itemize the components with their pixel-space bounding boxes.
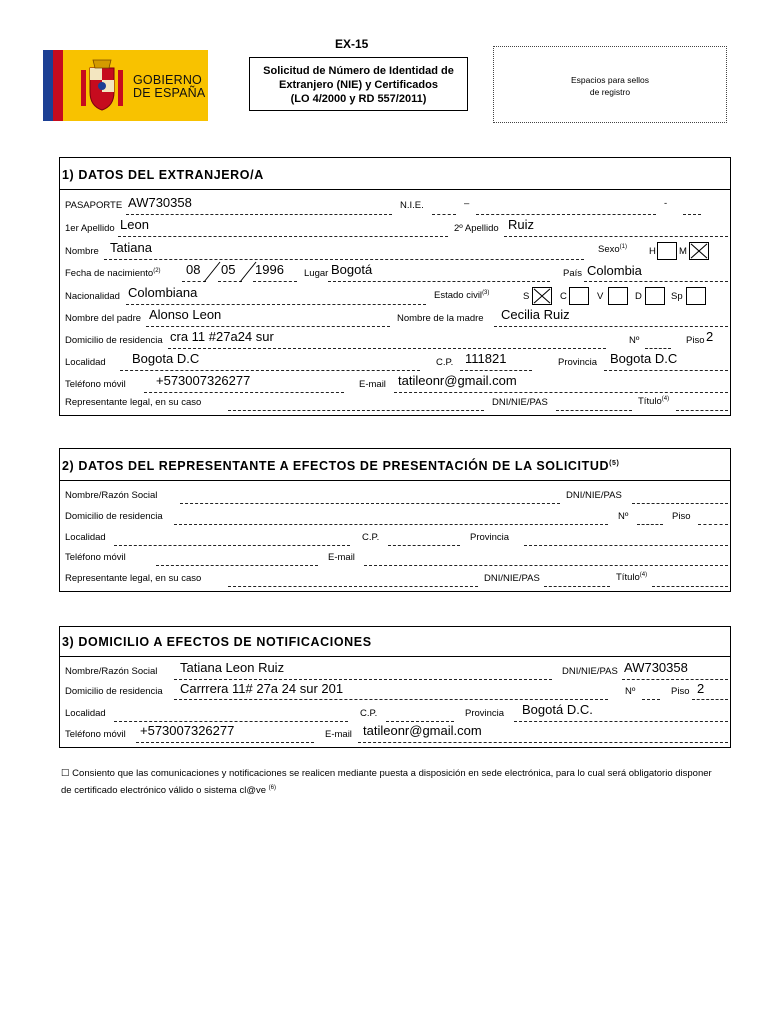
s2-provincia-line[interactable] <box>524 545 728 546</box>
s2-email-label: E-mail <box>328 552 355 563</box>
fecha-anio-value[interactable]: 1996 <box>255 262 284 277</box>
ec-s-checkbox[interactable] <box>532 287 552 305</box>
piso-value[interactable]: 2 <box>706 329 714 344</box>
section-1-title: 1) DATOS DEL EXTRANJERO/A <box>62 168 264 182</box>
localidad-value[interactable]: Bogota D.C <box>132 351 200 366</box>
s3-provincia-line <box>514 721 728 722</box>
s3-piso-line <box>692 699 728 700</box>
domicilio-value[interactable]: cra 11 #27a24 sur <box>170 329 274 344</box>
s2-localidad-label: Localidad <box>65 532 106 543</box>
localidad-label: Localidad <box>65 357 106 368</box>
s3-piso-value[interactable]: 2 <box>697 681 705 696</box>
section-3-title: 3) DOMICILIO A EFECTOS DE NOTIFICACIONES <box>62 635 372 649</box>
s2-piso-label: Piso <box>672 511 691 522</box>
consent-line-1: ☐ Consiento que las comunicaciones y notificaciones se realicen mediante puesta a disposición en sede electrónica, para lo cual será obligatorio disponer <box>61 768 712 779</box>
ec-d-label: D <box>635 291 642 302</box>
s3-email-label: E-mail <box>325 729 352 740</box>
section-1-divider <box>60 189 730 190</box>
pasaporte-line <box>126 214 392 215</box>
sexo-h-label: H <box>649 246 656 257</box>
s3-domicilio-line <box>174 699 608 700</box>
estado-civil-label: Estado civil$^{(3)}$ <box>434 290 490 302</box>
nie-part2-line[interactable] <box>476 214 656 215</box>
ec-sp-checkbox[interactable] <box>686 287 706 305</box>
domicilio-line <box>168 348 606 349</box>
section-2-divider <box>60 480 730 481</box>
pais-line <box>584 281 728 282</box>
apellido2-line <box>504 236 728 237</box>
form-title-line-1: Solicitud de Número de Identidad de <box>263 65 454 77</box>
form-title-box <box>249 57 468 111</box>
s3-dni-label: DNI/NIE/PAS <box>562 666 618 677</box>
ec-v-label: V <box>597 291 604 302</box>
nacionalidad-label: Nacionalidad <box>65 291 120 302</box>
fecha-mes-value[interactable]: 05 <box>221 262 236 277</box>
form-title-line-2: Extranjero (NIE) y Certificados <box>279 79 438 91</box>
nombre-line <box>104 259 584 260</box>
apellido1-value[interactable]: Leon <box>120 217 149 232</box>
pais-value[interactable]: Colombia <box>587 263 642 278</box>
numero-label: Nº <box>629 335 640 346</box>
s2-cp-label: C.P. <box>362 532 380 543</box>
padre-line <box>146 326 390 327</box>
s3-cp-line[interactable] <box>386 721 454 722</box>
telefono-line <box>144 392 344 393</box>
nombre-value[interactable]: Tatiana <box>110 240 152 255</box>
s2-rep-dni-label: DNI/NIE/PAS <box>484 573 540 584</box>
s2-titulo-line[interactable] <box>652 586 728 587</box>
s2-domicilio-label: Domicilio de residencia <box>65 511 163 522</box>
s2-telefono-line[interactable] <box>156 565 318 566</box>
fecha-label: Fecha de nacimiento$^{(2)}$ <box>65 268 161 280</box>
representante-line[interactable] <box>228 410 484 411</box>
representante-label: Representante legal, en su caso <box>65 397 202 408</box>
nie-part3-line[interactable] <box>683 214 701 215</box>
email-value[interactable]: tatileonr@gmail.com <box>398 373 517 388</box>
s3-nombre-value[interactable]: Tatiana Leon Ruiz <box>180 660 285 675</box>
s3-provincia-value[interactable]: Bogotá D.C. <box>522 702 593 717</box>
s3-piso-label: Piso <box>671 686 690 697</box>
s3-domicilio-value[interactable]: Carrrera 11# 27a 24 sur 201 <box>180 681 344 696</box>
form-code: EX-15 <box>335 37 369 51</box>
s2-numero-label: Nº <box>618 511 629 522</box>
s2-cp-line[interactable] <box>388 545 460 546</box>
lugar-value[interactable]: Bogotá <box>331 262 373 277</box>
provincia-line <box>604 370 728 371</box>
s3-provincia-label: Provincia <box>465 708 505 719</box>
sexo-label: Sexo$^{(1)}$ <box>598 244 627 256</box>
section-2-datos-representante <box>59 448 731 592</box>
nie-part1-line[interactable] <box>432 214 456 215</box>
s2-dni-label: DNI/NIE/PAS <box>566 490 622 501</box>
sexo-m-label: M <box>679 246 687 257</box>
rep-dni-line[interactable] <box>556 410 632 411</box>
apellido1-label: 1er Apellido <box>65 223 115 234</box>
s3-telefono-label: Teléfono móvil <box>65 729 126 740</box>
s3-nombre-label: Nombre/Razón Social <box>65 666 158 677</box>
s3-dni-line <box>622 679 728 680</box>
consent-line-2: de certificado electrónico válido o sistema cl@ve $^{(6)}$ <box>61 785 276 797</box>
localidad-line <box>120 370 420 371</box>
s2-nombre-label: Nombre/Razón Social <box>65 490 158 501</box>
logo-text-line-1: GOBIERNO <box>133 73 202 87</box>
section-2-title: 2) DATOS DEL REPRESENTANTE A EFECTOS DE PRESENTACIÓN DE LA SOLICITUD$^{(5)}$ <box>62 459 620 473</box>
apellido2-label: 2º Apellido <box>454 223 499 234</box>
nie-separator-1: – <box>464 198 470 209</box>
sexo-m-checkbox[interactable] <box>689 242 709 260</box>
s2-titulo-label: Título$^{(4)}$ <box>616 572 648 584</box>
s3-email-value[interactable]: tatileonr@gmail.com <box>363 723 482 738</box>
madre-label: Nombre de la madre <box>397 313 484 324</box>
section-1-datos-extranjero <box>59 157 731 416</box>
rep-dni-label: DNI/NIE/PAS <box>492 397 548 408</box>
consent-checkbox[interactable]: ☐ <box>61 768 70 779</box>
pasaporte-label: PASAPORTE <box>65 200 123 211</box>
registry-stamp-area <box>493 46 727 123</box>
padre-value[interactable]: Alonso Leon <box>149 307 222 322</box>
cp-line <box>460 370 532 371</box>
s2-rep-dni-line[interactable] <box>544 586 610 587</box>
s3-nombre-line <box>174 679 552 680</box>
check-x-icon <box>533 288 551 304</box>
nie-separator-2: - <box>664 198 668 209</box>
piso-label: Piso <box>686 335 705 346</box>
nacionalidad-line <box>126 304 426 305</box>
s3-telefono-value[interactable]: +573007326277 <box>140 723 235 738</box>
logo-text <box>133 74 205 100</box>
telefono-value[interactable]: +573007326277 <box>156 373 251 388</box>
s2-localidad-line[interactable] <box>114 545 350 546</box>
nacionalidad-value[interactable]: Colombiana <box>128 285 198 300</box>
gobierno-logo <box>43 50 208 121</box>
madre-line <box>494 326 728 327</box>
s3-localidad-label: Localidad <box>65 708 106 719</box>
fecha-anio-line <box>253 281 297 282</box>
s2-piso-line[interactable] <box>698 524 728 525</box>
lugar-label: Lugar <box>304 268 329 279</box>
domicilio-label: Domicilio de residencia <box>65 335 163 346</box>
s2-provincia-label: Provincia <box>470 532 510 543</box>
date-slash-1 <box>202 261 222 283</box>
apellido1-line <box>118 236 448 237</box>
consent-text <box>61 767 731 798</box>
ec-d-checkbox[interactable] <box>645 287 665 305</box>
s2-dni-line[interactable] <box>632 503 728 504</box>
numero-line[interactable] <box>645 348 671 349</box>
form-title-line-3: (LO 4/2000 y RD 557/2011) <box>290 93 427 105</box>
s3-localidad-line[interactable] <box>114 721 348 722</box>
stamp-text-2: de registro <box>589 87 631 97</box>
email-label: E-mail <box>359 379 386 390</box>
s2-representante-label: Representante legal, en su caso <box>65 573 202 584</box>
cp-value[interactable]: 111821 <box>465 351 507 366</box>
titulo-line[interactable] <box>676 410 728 411</box>
s2-numero-line[interactable] <box>637 524 663 525</box>
s3-cp-label: C.P. <box>360 708 378 719</box>
provincia-label: Provincia <box>558 357 598 368</box>
padre-label: Nombre del padre <box>65 313 142 324</box>
ec-s-label: S <box>523 291 530 302</box>
pais-label: País <box>563 268 583 279</box>
s3-numero-label: Nº <box>625 686 636 697</box>
s2-email-line[interactable] <box>364 565 728 566</box>
ec-sp-label: Sp <box>671 291 683 302</box>
titulo-label: Título$^{(4)}$ <box>638 396 670 408</box>
telefono-label: Teléfono móvil <box>65 379 126 390</box>
section-3-divider <box>60 656 730 657</box>
ec-c-label: C <box>560 291 567 302</box>
email-line <box>394 392 728 393</box>
stamp-text-1: Espacios para sellos <box>571 75 649 85</box>
s2-domicilio-line[interactable] <box>174 524 608 525</box>
s2-representante-line[interactable] <box>228 586 478 587</box>
cp-label: C.P. <box>436 357 454 368</box>
sexo-h-checkbox[interactable] <box>657 242 677 260</box>
coat-of-arms-icon <box>75 58 129 114</box>
madre-value[interactable]: Cecilia Ruiz <box>501 307 570 322</box>
pasaporte-value[interactable]: AW730358 <box>128 195 192 210</box>
spain-flag-stripe <box>53 50 63 121</box>
s3-numero-line[interactable] <box>642 699 660 700</box>
s3-email-line <box>358 742 728 743</box>
nie-label: N.I.E. <box>400 200 424 211</box>
s2-telefono-label: Teléfono móvil <box>65 552 126 563</box>
s3-dni-value[interactable]: AW730358 <box>624 660 688 675</box>
section-3-domicilio-notificaciones <box>59 626 731 748</box>
s3-telefono-line <box>136 742 314 743</box>
ec-v-checkbox[interactable] <box>608 287 628 305</box>
ec-c-checkbox[interactable] <box>569 287 589 305</box>
provincia-value[interactable]: Bogota D.C <box>610 351 678 366</box>
lugar-line <box>328 281 550 282</box>
fecha-dia-value[interactable]: 08 <box>186 262 201 277</box>
logo-text-line-2: DE ESPAÑA <box>133 86 206 100</box>
nombre-label: Nombre <box>65 246 99 257</box>
check-x-icon <box>690 243 708 259</box>
apellido2-value[interactable]: Ruiz <box>508 217 535 232</box>
s2-nombre-line[interactable] <box>180 503 560 504</box>
s3-domicilio-label: Domicilio de residencia <box>65 686 163 697</box>
